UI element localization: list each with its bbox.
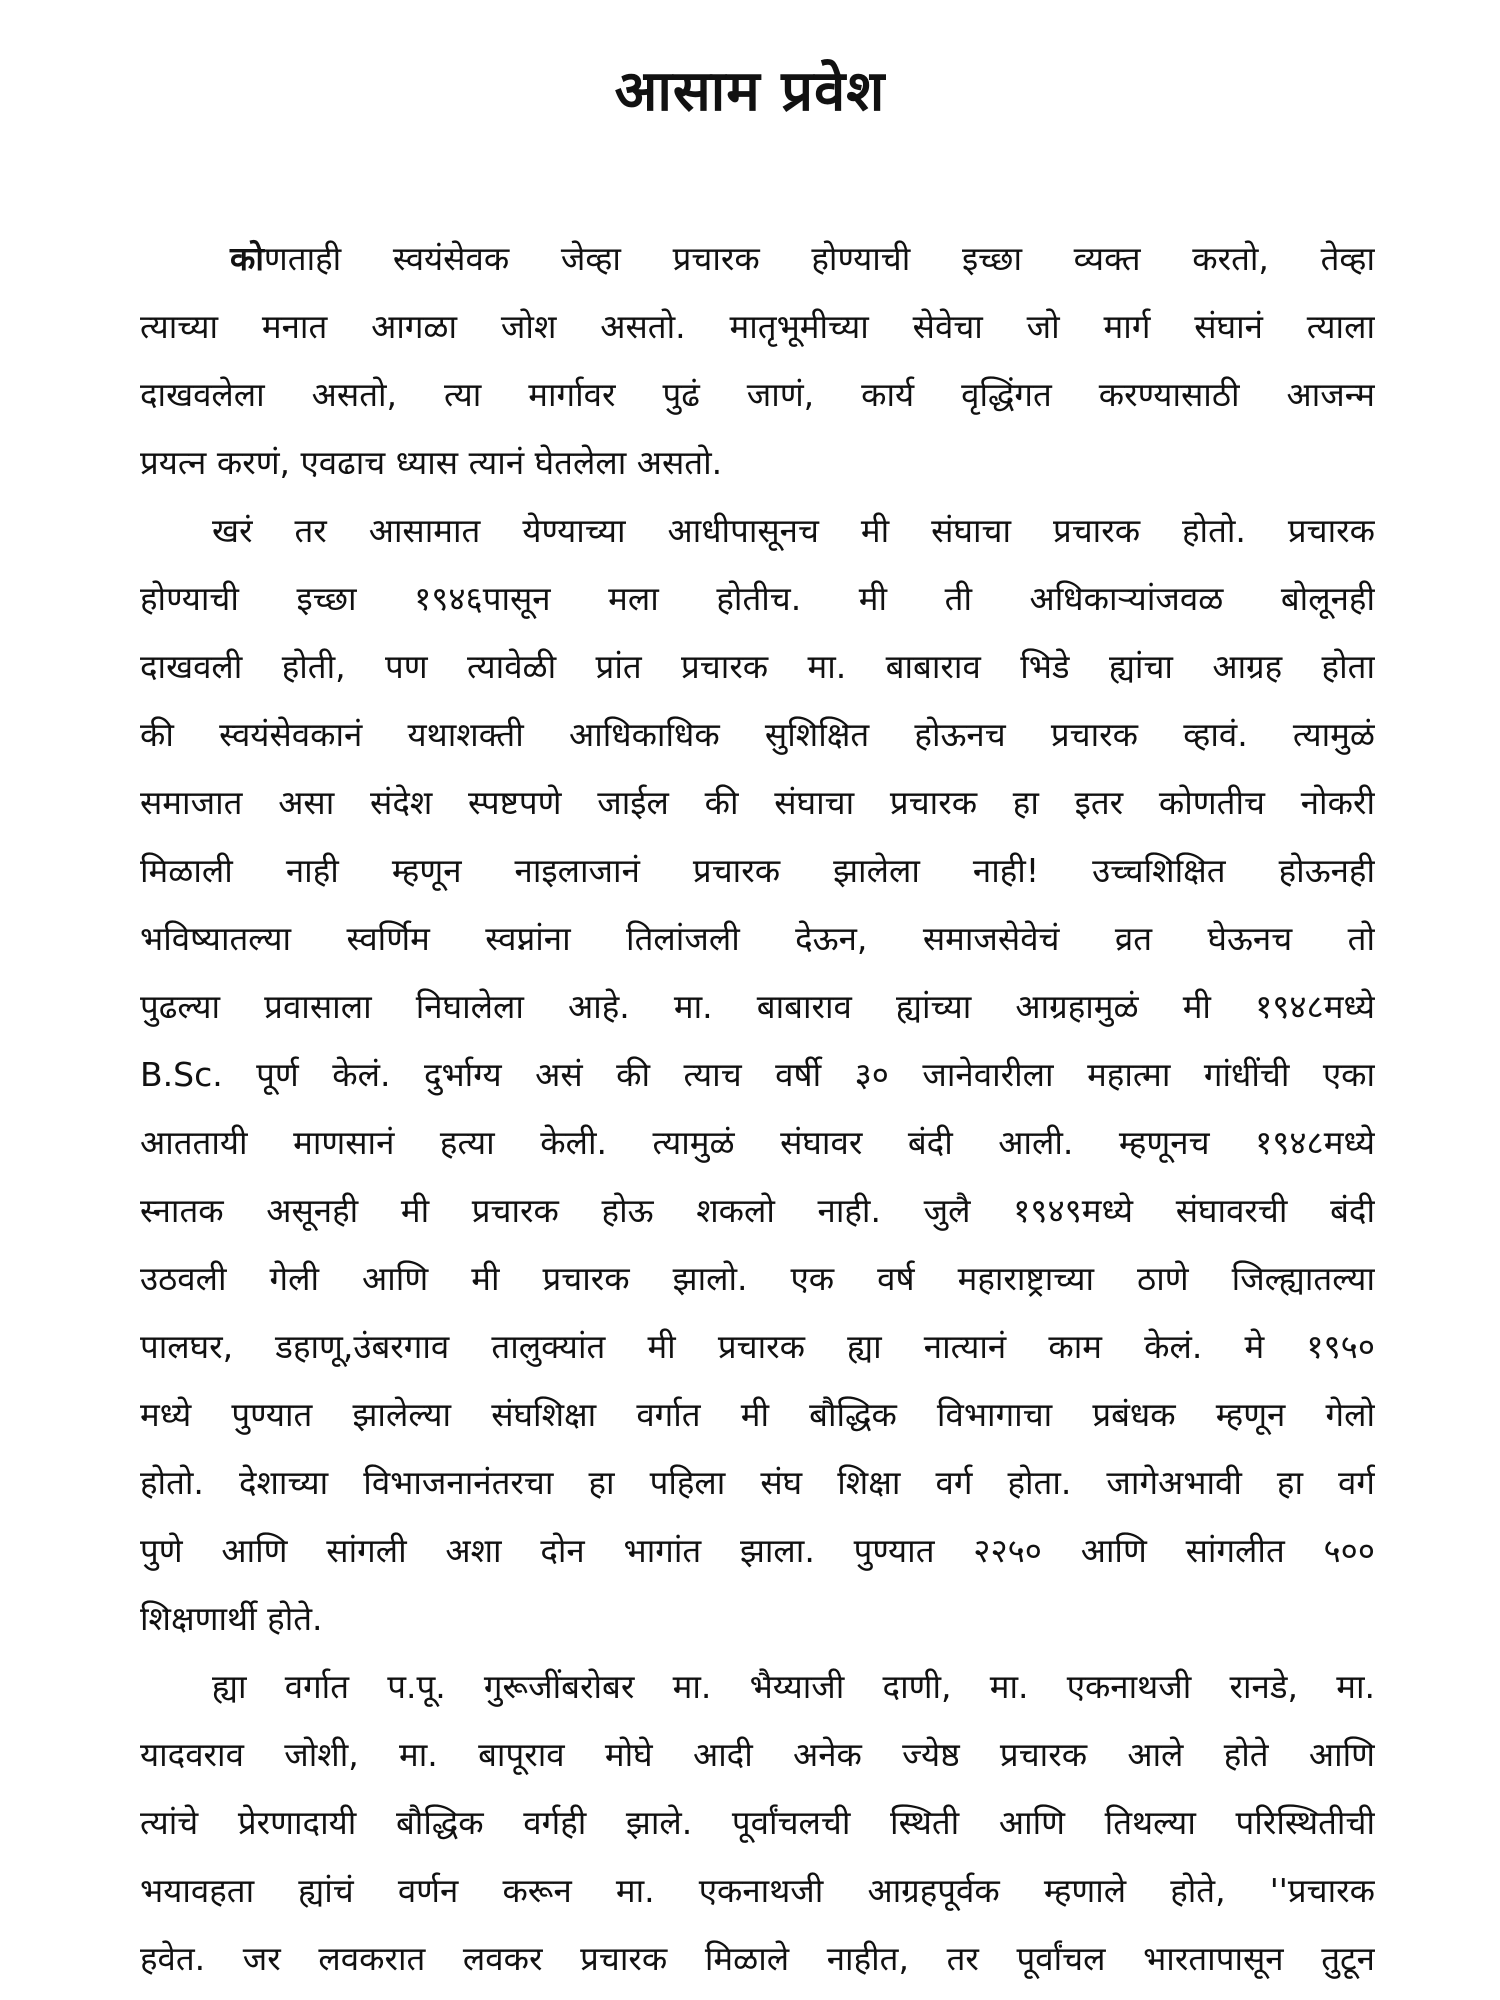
paragraph-line: मिळाली नाही म्हणून नाइलाजानं प्रचारक झालेला नाही! उच्चशिक्षित होऊनही — [140, 851, 1375, 890]
paragraph-line: हवेत. जर लवकरात लवकर प्रचारक मिळाले नाहीत, तर पूर्वांचल भारतापासून तुटून — [140, 1939, 1375, 1978]
paragraph-line: पुणे आणि सांगली अशा दोन भागांत झाला. पुण्यात २२५० आणि सांगलीत ५०० — [140, 1531, 1375, 1570]
paragraph-line: पालघर, डहाणू,उंबरगाव तालुक्यांत मी प्रचारक ह्या नात्यानं काम केलं. मे १९५० — [140, 1327, 1375, 1366]
paragraph-line: समाजात असा संदेश स्पष्टपणे जाईल की संघाचा प्रचारक हा इतर कोणतीच नोकरी — [140, 783, 1375, 822]
paragraph-line: होण्याची इच्छा १९४६पासून मला होतीच. मी ती अधिकाऱ्यांजवळ बोलूनही — [140, 579, 1375, 618]
paragraph-line: दाखवली होती, पण त्यावेळी प्रांत प्रचारक मा. बाबाराव भिडे ह्यांचा आग्रह होता — [140, 647, 1375, 686]
paragraph-line: B.Sc. पूर्ण केलं. दुर्भाग्य असं की त्याच वर्षी ३० जानेवारीला महात्मा गांधींची एका — [140, 1055, 1375, 1094]
paragraph-line: यादवराव जोशी, मा. बापूराव मोघे आदी अनेक ज्येष्ठ प्रचारक आले होते आणि — [140, 1735, 1375, 1774]
paragraph-line: खरं तर आसामात येण्याच्या आधीपासूनच मी संघाचा प्रचारक होतो. प्रचारक — [212, 511, 1375, 550]
paragraph-line: आततायी माणसानं हत्या केली. त्यामुळं संघावर बंदी आली. म्हणूनच १९४८मध्ये — [140, 1123, 1375, 1162]
paragraph-line: स्नातक असूनही मी प्रचारक होऊ शकलो नाही. जुलै १९४९मध्ये संघावरची बंदी — [140, 1191, 1375, 1230]
paragraph-line: होतो. देशाच्या विभाजनानंतरचा हा पहिला संघ शिक्षा वर्ग होता. जागेअभावी हा वर्ग — [140, 1463, 1375, 1502]
paragraph-line: ह्या वर्गात प.पू. गुरूजींबरोबर मा. भैय्याजी दाणी, मा. एकनाथजी रानडे, मा. — [212, 1667, 1375, 1706]
paragraph-line: पुढल्या प्रवासाला निघालेला आहे. मा. बाबाराव ह्यांच्या आग्रहामुळं मी १९४८मध्ये — [140, 987, 1375, 1026]
paragraph-line: उठवली गेली आणि मी प्रचारक झालो. एक वर्ष महाराष्ट्राच्या ठाणे जिल्ह्यातल्या — [140, 1259, 1375, 1298]
paragraph-line: दाखवलेला असतो, त्या मार्गावर पुढं जाणं, कार्य वृद्धिंगत करण्यासाठी आजन्म — [140, 375, 1375, 414]
paragraph-line: मध्ये पुण्यात झालेल्या संघशिक्षा वर्गात मी बौद्धिक विभागाचा प्रबंधक म्हणून गेलो — [140, 1395, 1375, 1434]
paragraph-line: की स्वयंसेवकानं यथाशक्ती आधिकाधिक सुशिक्षित होऊनच प्रचारक व्हावं. त्यामुळं — [140, 715, 1375, 754]
paragraph-line: शिक्षणार्थी होते. — [140, 1599, 323, 1638]
body-text — [140, 225, 1375, 1993]
paragraph-line: प्रयत्न करणं, एवढाच ध्यास त्यानं घेतलेला असतो. — [140, 443, 723, 482]
paragraph-line: त्याच्या मनात आगळा जोश असतो. मातृभूमीच्या सेवेचा जो मार्ग संघानं त्याला — [140, 307, 1375, 346]
paragraph-line: भयावहता ह्यांचं वर्णन करून मा. एकनाथजी आग्रहपूर्वक म्हणाले होते, ''प्रचारक — [140, 1871, 1375, 1910]
paragraph-line: भविष्यातल्या स्वर्णिम स्वप्नांना तिलांजली देऊन, समाजसेवेचं व्रत घेऊनच तो — [140, 919, 1375, 958]
page-title: आसाम प्रवेश — [614, 59, 886, 124]
paragraph-line: कोणताही स्वयंसेवक जेव्हा प्रचारक होण्याची इच्छा व्यक्त करतो, तेव्हा — [230, 239, 1375, 278]
paragraph-line: त्यांचे प्रेरणादायी बौद्धिक वर्गही झाले. पूर्वांचलची स्थिती आणि तिथल्या परिस्थितीची — [140, 1803, 1375, 1842]
lead-word: को — [230, 239, 264, 278]
